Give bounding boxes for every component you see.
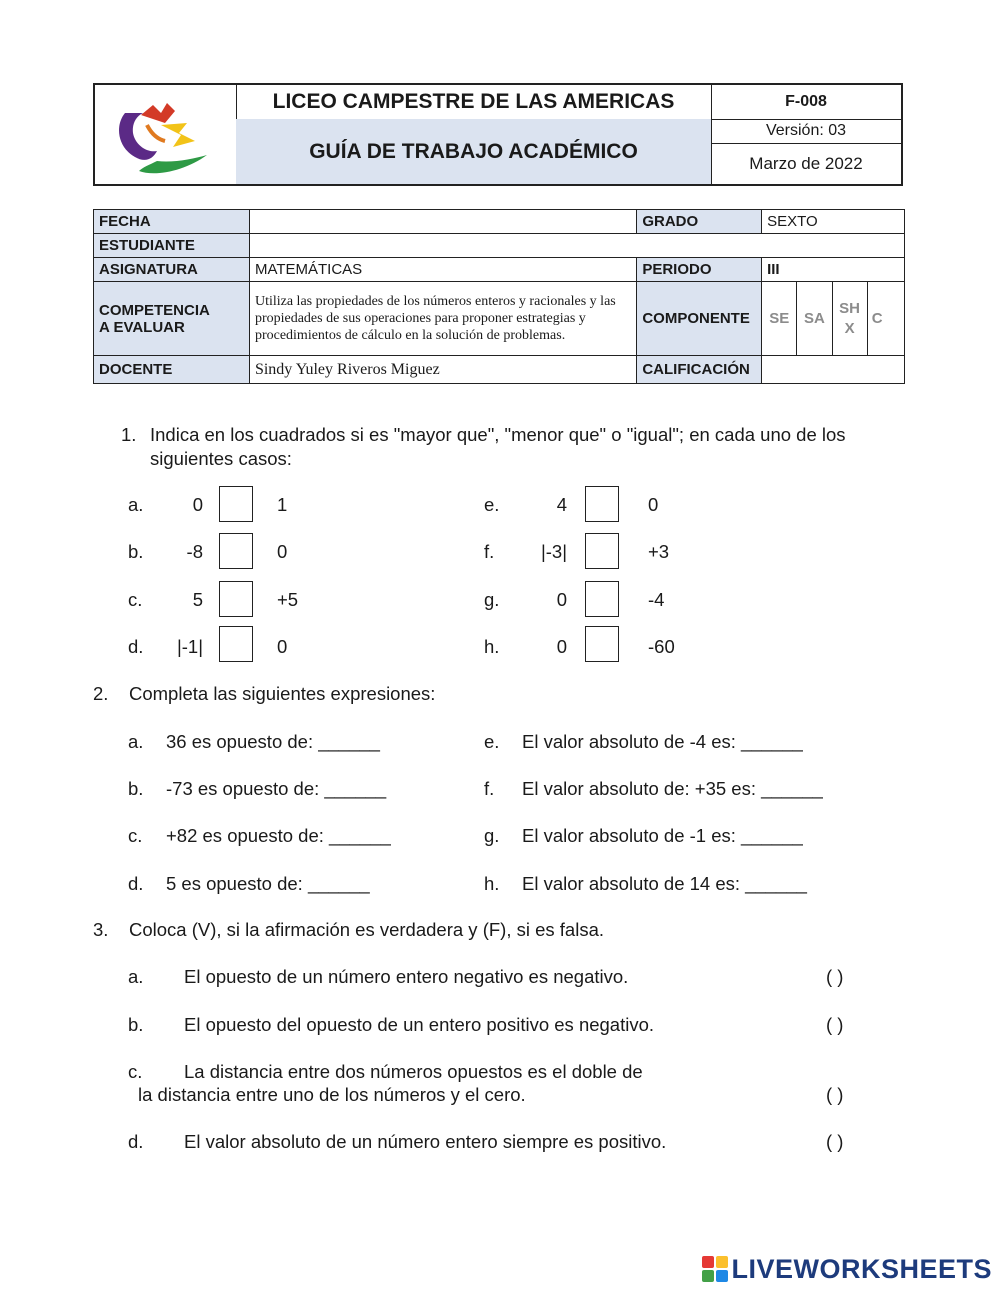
competencia-value: Utiliza las propiedades de los números enteros y racionales y las propiedades de sus operaciones para proponer estrategias y procedimientos de cálculo en la solución de problemas. [249,282,636,356]
q1-text-line1: Indica en los cuadrados si es "mayor que", "menor que" o "igual"; en cada uno de los [150,424,846,445]
row-asignatura [94,258,905,282]
q3-b-text: El opuesto del opuesto de un entero positivo es negativo. [184,1014,655,1035]
asignatura-value: MATEMÁTICAS [249,258,636,282]
school-logo-icon [95,85,236,184]
q1-g-right: -4 [648,589,665,610]
q1-d-letter: d. [128,636,144,657]
q3-d-text: El valor absoluto de un número entero siempre es positivo. [184,1131,667,1152]
guide-title: GUÍA DE TRABAJO ACADÉMICO [236,119,712,184]
q1-e-answer-box[interactable] [585,486,619,522]
q3-c-text: La distancia entre dos números opuestos es el doble de [184,1061,643,1082]
calificacion-field[interactable] [762,356,905,384]
q2-c-text[interactable]: +82 es opuesto de: ______ [166,825,391,846]
q2-number: 2. [93,683,109,704]
calificacion-label: CALIFICACIÓN [637,356,762,384]
q1-h-left: 0 [556,636,567,657]
asignatura-label: ASIGNATURA [94,258,250,282]
componente-se: SE [762,282,797,356]
q1-h-letter: h. [484,636,500,657]
q1-b-letter: b. [128,541,144,562]
q3-number: 3. [93,919,109,940]
q1-c-left: 5 [192,589,203,610]
periodo-value: III [762,258,905,282]
form-date: Marzo de 2022 [749,153,863,173]
estudiante-label: ESTUDIANTE [94,234,250,258]
q1-d-answer-box[interactable] [219,626,253,662]
componente-label: COMPONENTE [637,282,762,356]
logo-cell [95,85,237,184]
row-docente [94,356,905,384]
row-competencia [94,282,905,356]
q1-g-left: 0 [556,589,567,610]
q1-f-left: |-3| [540,541,567,562]
q1-c-answer-box[interactable] [219,581,253,617]
q2-text: Completa las siguientes expresiones: [129,683,436,704]
q1-a-right: 1 [277,494,288,515]
q2-d-text[interactable]: 5 es opuesto de: ______ [166,873,370,894]
form-code: F-008 [711,85,901,120]
q1-a-letter: a. [128,494,144,515]
q2-f-text[interactable]: El valor absoluto de: +35 es: ______ [522,778,823,799]
q2-g-letter: g. [484,825,500,846]
componente-c: C [867,282,904,356]
q1-h-right: -60 [648,636,675,657]
q3-text: Coloca (V), si la afirmación es verdadera y (F), si es falsa. [129,919,604,940]
q1-f-letter: f. [484,541,495,562]
liveworksheets-logo-icon [702,1256,728,1282]
row-fecha [94,210,905,234]
q1-f-right: +3 [648,541,670,562]
form-version: Versión: 03 [711,119,901,144]
grado-label: GRADO [637,210,762,234]
q2-a-letter: a. [128,731,144,752]
competencia-label [94,282,250,356]
q1-e-left: 4 [556,494,567,515]
q3-d-letter: d. [128,1131,144,1152]
q2-f-letter: f. [484,778,495,799]
q1-h-answer-box[interactable] [585,626,619,662]
q2-e-text[interactable]: El valor absoluto de -4 es: ______ [522,731,803,752]
liveworksheets-text: LIVEWORKSHEETS [731,1253,992,1284]
q1-g-letter: g. [484,589,500,610]
liveworksheets-brand[interactable] [702,1252,992,1286]
q3-a-letter: a. [128,966,144,987]
q2-h-letter: h. [484,873,500,894]
competencia-label-line2: A EVALUAR [99,318,185,336]
componente-sa: SA [797,282,832,356]
fecha-field[interactable] [249,210,636,234]
q3-d-answer[interactable]: ( ) [826,1131,844,1152]
q1-c-right: +5 [277,589,299,610]
estudiante-field[interactable] [249,234,904,258]
q1-e-letter: e. [484,494,500,515]
q1-e-right: 0 [648,494,659,515]
q2-h-text[interactable]: El valor absoluto de 14 es: ______ [522,873,807,894]
q1-b-left: -8 [186,541,203,562]
school-name: LICEO CAMPESTRE DE LAS AMERICAS [236,85,712,120]
q3-c-letter: c. [128,1061,143,1082]
row-estudiante [94,234,905,258]
q3-c-text-line2: la distancia entre uno de los números y el cero. [138,1084,526,1105]
q1-d-right: 0 [277,636,288,657]
q3-a-text: El opuesto de un número entero negativo es negativo. [184,966,629,987]
q1-b-answer-box[interactable] [219,533,253,569]
docente-label: DOCENTE [94,356,250,384]
q2-d-letter: d. [128,873,144,894]
q1-a-answer-box[interactable] [219,486,253,522]
q1-b-right: 0 [277,541,288,562]
q2-b-text[interactable]: -73 es opuesto de: ______ [166,778,387,799]
q3-c-answer[interactable]: ( ) [826,1084,844,1105]
q1-number: 1. [121,424,137,445]
q1-a-left: 0 [192,494,203,515]
q3-b-letter: b. [128,1014,144,1035]
q1-g-answer-box[interactable] [585,581,619,617]
q3-a-answer[interactable]: ( ) [826,966,844,987]
competencia-label-line1: COMPETENCIA [99,301,210,319]
q3-b-answer[interactable]: ( ) [826,1014,844,1035]
q2-e-letter: e. [484,731,500,752]
q2-a-text[interactable]: 36 es opuesto de: ______ [166,731,380,752]
fecha-label: FECHA [94,210,250,234]
document-header [93,83,903,186]
q1-f-answer-box[interactable] [585,533,619,569]
q2-c-letter: c. [128,825,143,846]
componente-shx: SH X [832,282,867,356]
q2-g-text[interactable]: El valor absoluto de -1 es: ______ [522,825,803,846]
docente-value: Sindy Yuley Riveros Miguez [249,356,636,384]
q1-c-letter: c. [128,589,143,610]
q1-d-left: |-1| [176,636,203,657]
q2-b-letter: b. [128,778,144,799]
grado-value: SEXTO [762,210,905,234]
q1-text-line2: siguientes casos: [150,448,292,469]
periodo-label: PERIODO [637,258,762,282]
student-info-table [93,209,905,384]
